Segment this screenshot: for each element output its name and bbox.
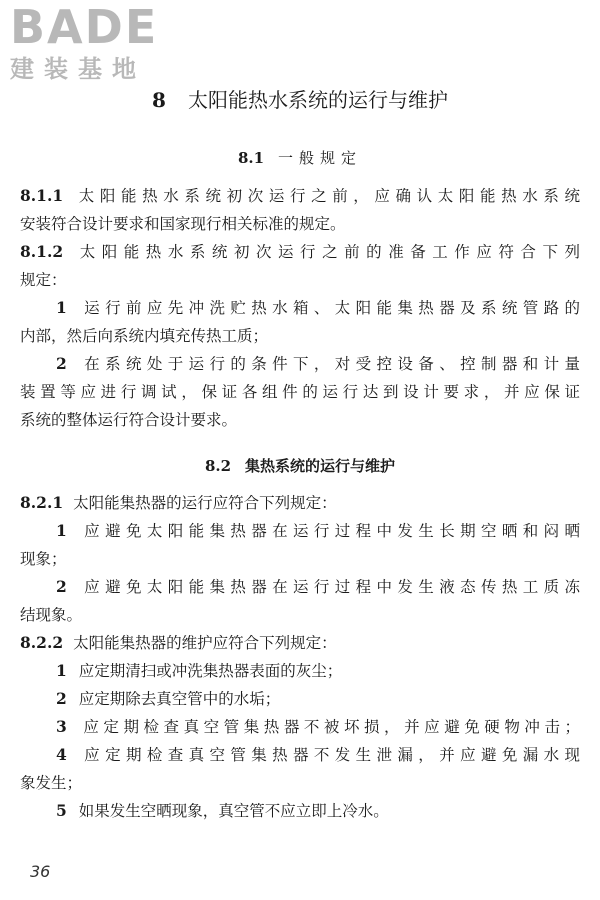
body-text: 象发生；: [20, 774, 83, 792]
text-line: [20, 771, 580, 795]
item-number: 2: [56, 354, 67, 373]
body-text: 现象；: [20, 550, 67, 568]
item-line: [20, 687, 580, 711]
item-number: 1: [56, 521, 67, 540]
item-text: 应避免太阳能集热器在运行过程中发生液态传热工质冻: [78, 578, 580, 596]
item-text: 应定期检查真空管集热器不发生泄漏，并应避免漏水现: [78, 746, 580, 764]
text-line: [20, 380, 580, 404]
item-line: [20, 519, 580, 543]
clause-text: 太阳能集热器的维护应符合下列规定：: [73, 634, 337, 652]
item-line: [20, 296, 580, 320]
body-text: 装置等应进行调试，保证各组件的运行达到设计要求，并应保证: [20, 383, 580, 401]
clause-line: [20, 240, 580, 264]
item-text: 如果发生空晒现象，真空管不应立即上冷水。: [78, 802, 389, 820]
section-title: 一般规定: [278, 149, 363, 167]
text-line: [20, 324, 580, 348]
body-text: 系统的整体运行符合设计要求。: [20, 411, 238, 429]
body-text: 规定：: [20, 271, 67, 289]
clause-line: [20, 491, 580, 515]
item-number: 2: [56, 577, 67, 596]
logo-subtitle: 建装基地: [10, 55, 146, 83]
clause-text: 太阳能热水系统初次运行之前，应确认太阳能热水系统: [73, 187, 580, 205]
item-text: 应定期清扫或冲洗集热器表面的灰尘；: [78, 662, 343, 680]
clause-text: 太阳能集热器的运行应符合下列规定：: [73, 494, 337, 512]
chapter-number: 8: [152, 88, 166, 112]
section-heading: [0, 454, 600, 478]
chapter-title: 太阳能热水系统的运行与维护: [187, 88, 448, 112]
item-text: 在系统处于运行的条件下，对受控设备、控制器和计量: [78, 355, 580, 373]
clause-number: 8.2.2: [20, 633, 64, 652]
item-line: [20, 715, 580, 739]
item-line: [20, 659, 580, 683]
body-text: 安装符合设计要求和国家现行相关标准的规定。: [20, 215, 346, 233]
item-number: 1: [56, 298, 67, 317]
text-line: [20, 212, 580, 236]
text-line: [20, 547, 580, 571]
item-text: 应避免太阳能集热器在运行过程中发生长期空晒和闷晒: [78, 522, 580, 540]
section-number: 8.1: [237, 149, 265, 167]
section-heading: [0, 146, 600, 170]
item-text: 应定期检查真空管集热器不被坏损，并应避免硬物冲击；: [78, 718, 580, 736]
clause-line: [20, 631, 580, 655]
clause-text: 太阳能热水系统初次运行之前的准备工作应符合下列: [73, 243, 580, 261]
item-number: 3: [56, 717, 67, 736]
logo-wordmark: BADE: [10, 0, 159, 54]
text-line: [20, 268, 580, 292]
body-text: 内部，然后向系统内填充传热工质；: [20, 327, 269, 345]
item-line: [20, 743, 580, 767]
clause-number: 8.1.1: [20, 186, 64, 205]
page-number: 36: [30, 862, 51, 881]
item-number: 2: [56, 689, 67, 708]
section-title: 集热系统的运行与维护: [245, 457, 396, 475]
item-text: 应定期除去真空管中的水垢；: [78, 690, 281, 708]
clause-line: [20, 184, 580, 208]
clause-number: 8.2.1: [20, 493, 64, 512]
item-line: [20, 352, 580, 376]
item-line: [20, 575, 580, 599]
item-number: 1: [56, 661, 67, 680]
text-line: [20, 408, 580, 432]
bade-logo: [10, 0, 190, 86]
item-number: 4: [56, 745, 67, 764]
item-text: 运行前应先冲洗贮热水箱、太阳能集热器及系统管路的: [78, 299, 580, 317]
clause-number: 8.1.2: [20, 242, 64, 261]
item-line: [20, 799, 580, 823]
item-number: 5: [56, 801, 67, 820]
body-text: 结现象。: [20, 606, 83, 624]
section-number: 8.2: [204, 457, 232, 475]
chapter-heading: [0, 86, 600, 114]
text-line: [20, 603, 580, 627]
